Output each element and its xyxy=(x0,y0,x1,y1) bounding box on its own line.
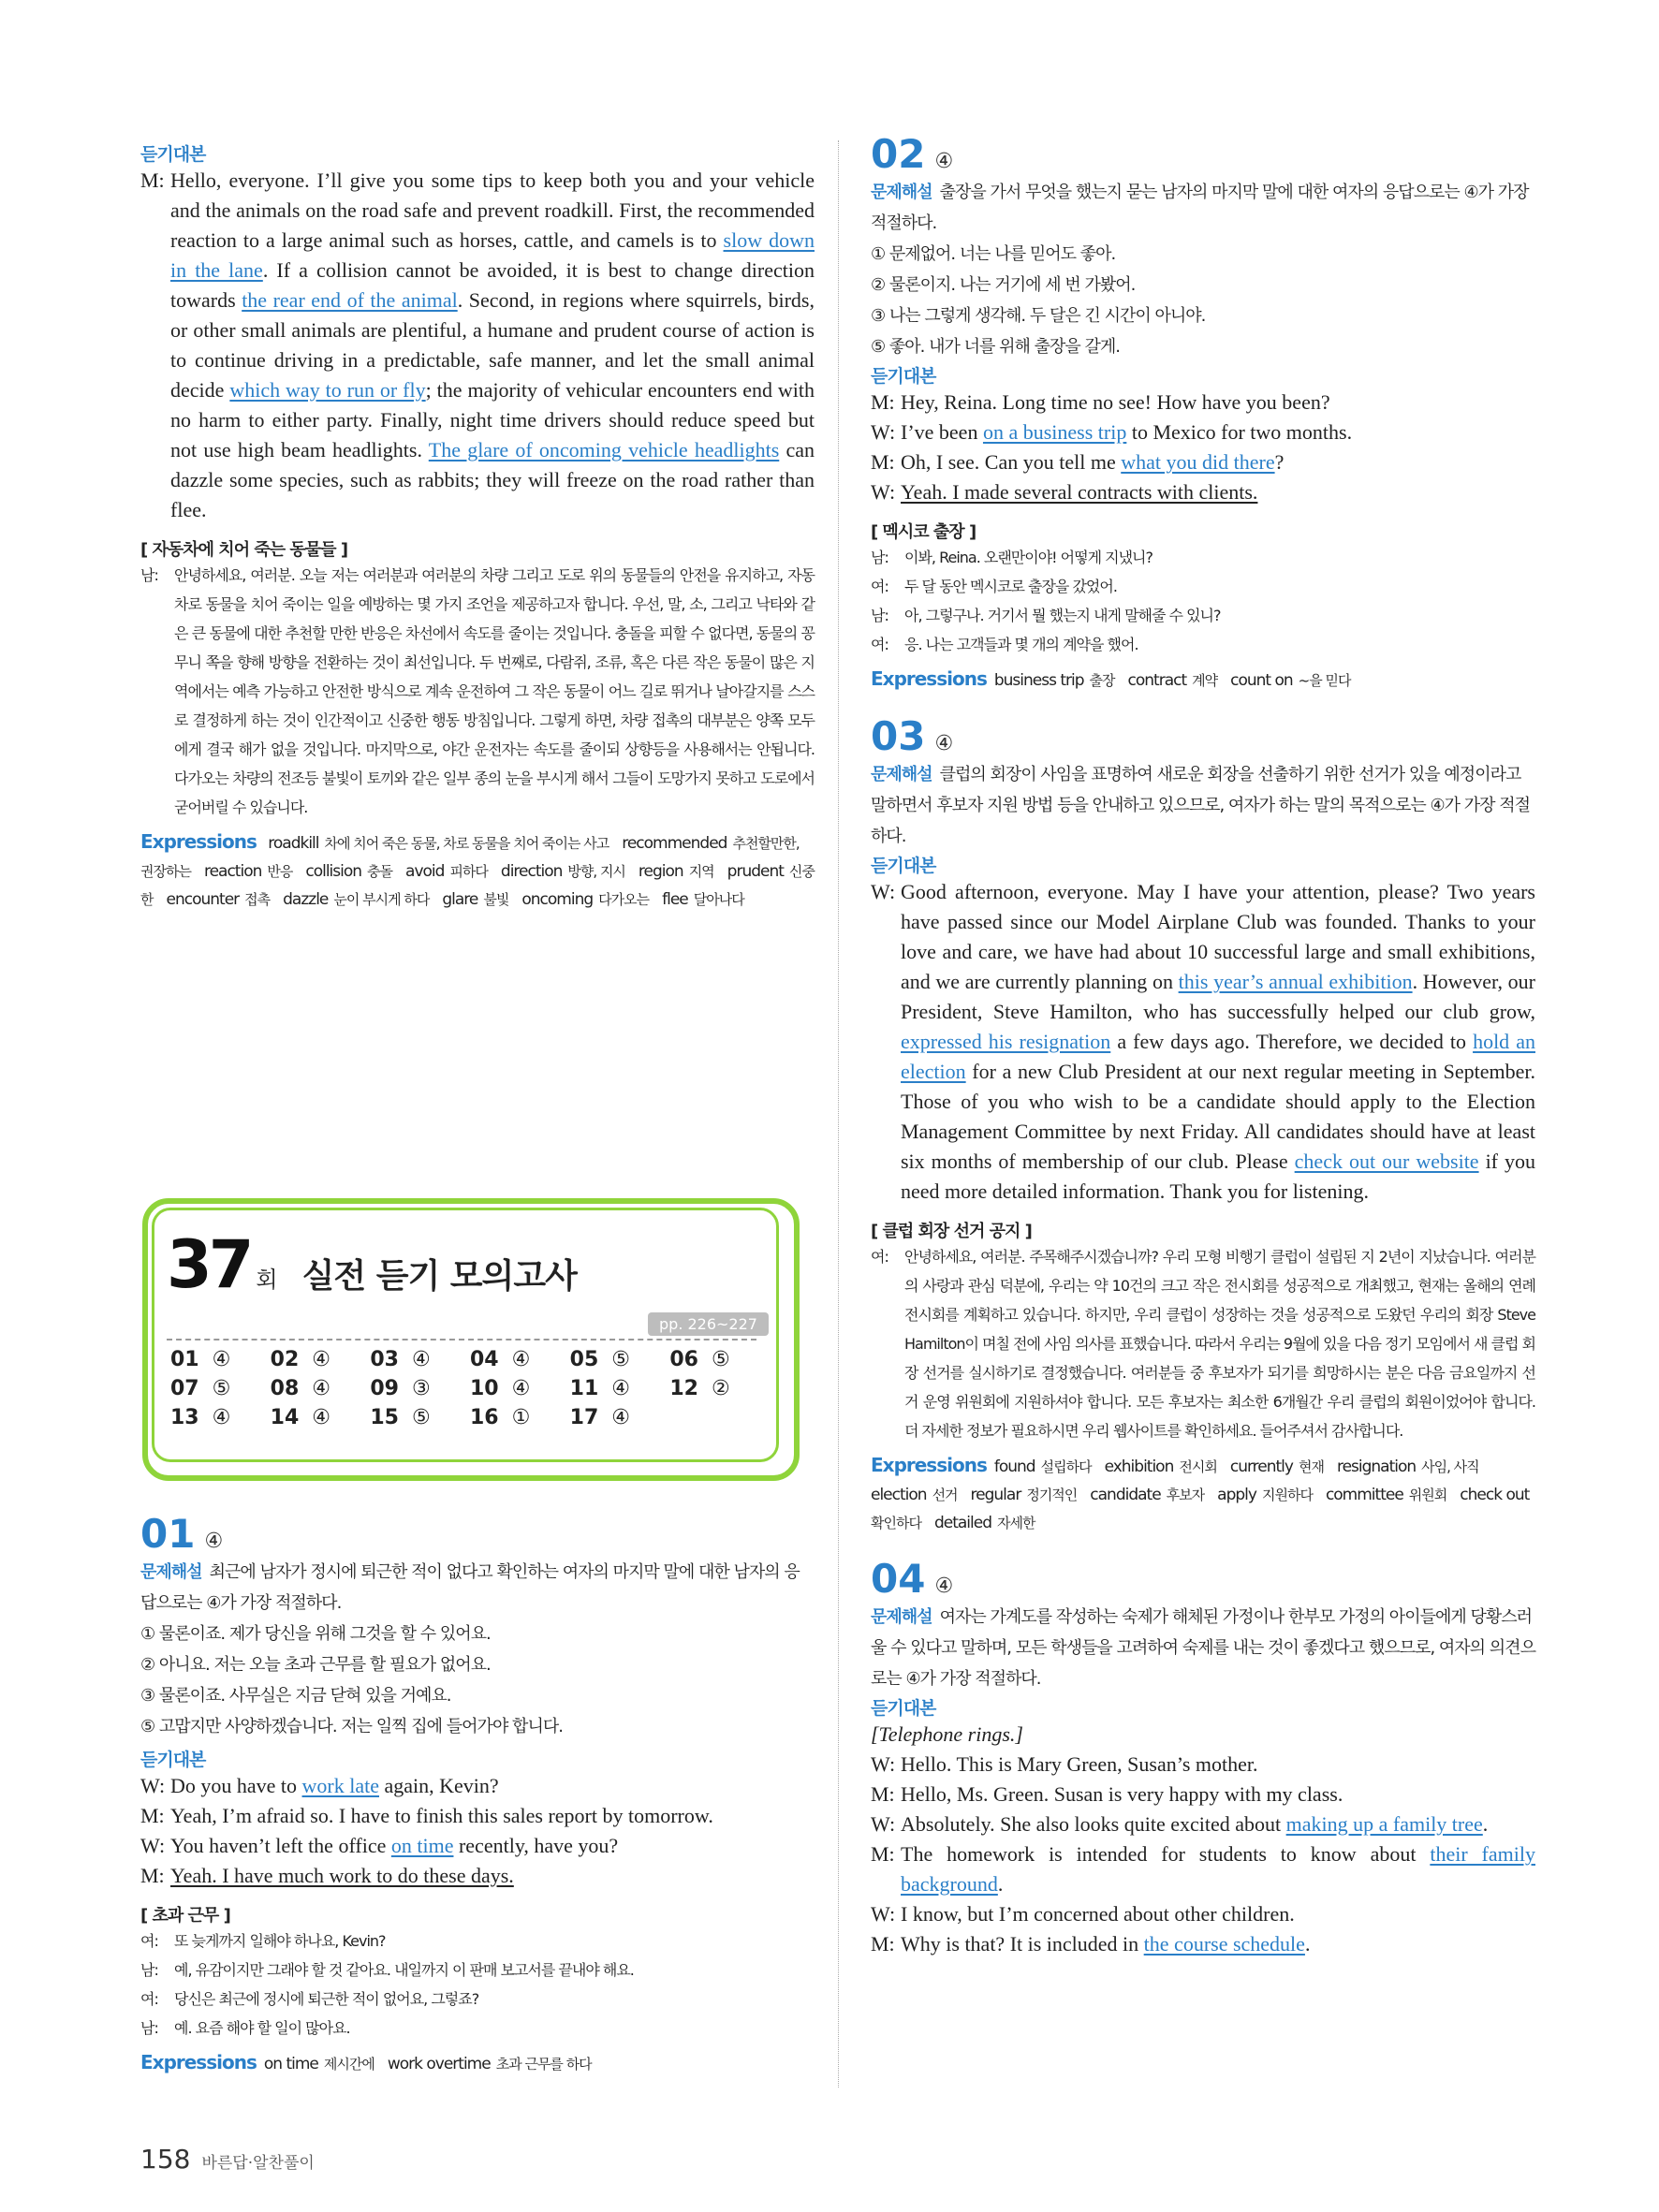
answer-cell xyxy=(170,1348,271,1371)
dialogue-line xyxy=(871,1839,1535,1899)
speaker: 남: xyxy=(140,1961,158,1979)
expression-meaning: 차에 치어 죽은 동물, 차로 동물을 치어 죽이는 사고 xyxy=(324,835,609,852)
speaker: 여: xyxy=(871,578,888,595)
expression-word: reaction xyxy=(203,862,262,881)
answer-underline: Yeah. I have much work to do these days. xyxy=(170,1864,514,1887)
answer-number: 17 xyxy=(569,1406,599,1429)
line-text: 이봐, Reina. 오랜만이야! 어떻게 지냈니? xyxy=(904,549,1152,566)
expression-word: count on xyxy=(1230,671,1293,690)
speaker: W: xyxy=(140,1834,166,1857)
expression-word: recommended xyxy=(622,834,727,853)
translation-title: [ 자동차에 치어 죽는 동물들 ] xyxy=(140,540,348,560)
expression-meaning: 지원하다 xyxy=(1261,1487,1313,1503)
dialogue-line xyxy=(871,477,1535,507)
line-text: 당신은 최근에 정시에 퇴근한 적이 없어요, 그렇죠? xyxy=(174,1990,479,2008)
speaker: W: xyxy=(871,1752,896,1776)
expressions: Expressions roadkill 차에 치어 죽은 동물, 차로 동물을 치어 죽이는 사고 recommended 추천할만한, 권장하는 reaction 반응 collision 충돌 avoid 피하다 direction 방향, 지시 region 지역 prudent 신중한 encounter 접촉 dazzle 눈이 부시게 하다 glare 불빛 oncoming 다가오는 flee 달아나다 xyxy=(140,830,815,909)
expression-word: resignation xyxy=(1336,1458,1417,1476)
expression-word: exhibition xyxy=(1104,1458,1174,1476)
speaker: M: xyxy=(871,1842,895,1866)
answer-cell xyxy=(271,1348,371,1371)
speaker: 남: xyxy=(871,607,888,624)
speaker: 여: xyxy=(140,1932,158,1950)
expression-word: avoid xyxy=(405,862,445,881)
expression-meaning: 방향, 지시 xyxy=(567,863,625,880)
key-phrase: work late xyxy=(301,1774,379,1797)
expression-meaning: 지역 xyxy=(688,863,714,880)
translation-line xyxy=(871,543,1535,572)
answer-choice: ① xyxy=(511,1406,531,1429)
expression-word: candidate xyxy=(1090,1486,1161,1504)
expression-meaning: ~을 믿다 xyxy=(1298,672,1351,689)
key-phrase: making up a family tree xyxy=(1285,1812,1483,1836)
expression-word: currently xyxy=(1229,1458,1293,1476)
answer-number: 11 xyxy=(569,1377,599,1400)
key-phrase: on a business trip xyxy=(982,420,1127,444)
line-text: Hey, Reina. Long time no see! How have you been? xyxy=(901,390,1330,414)
expression-word: direction xyxy=(500,862,563,881)
line-text: Why is that? It is included in the course schedule. xyxy=(901,1932,1311,1956)
question-02: 02 ④ 문제해설 출장을 가서 무엇을 했는지 묻는 남자의 마지막 말에 대한 여자의 응답으로는 ④가 가장 적절하다. ① 문제없어. 너는 나를 믿어도 좋아. ② 물론이지. 나는 거기에 세 번 가봤어. ③ 나는 그렇게 생각해. 두 달은 긴 시간이 아니야. ⑤ 좋아. 내가 너를 위해 출장을 갈게. 듣기대본 M: Hey, Reina. Long time no see! How have you been? W: I’ve been on a business trip to Mexico for two months. M: Oh, I see. Can you tell me what you did there? W: Yeah. I made several contracts with clients. [ 멕시코 출장 ] 남: 이봐, Reina. 오랜만이야! 어떻게 지냈니? 여: 두 달 동안 멕시코로 출장을 갔었어. 남: 아, 그렇구나. 거기서 뭘 했는지 내게 말해줄 수 있니? 여: 응. 나는 고객들과 몇 개의 계약을 했어. Expressions business trip 출장 contract 계약 count on ~을 믿다 xyxy=(871,131,1535,695)
option: ③ 물론이죠. 사무실은 지금 닫혀 있을 거예요. xyxy=(140,1686,451,1706)
expression-meaning: 위원회 xyxy=(1408,1487,1447,1503)
translation-line xyxy=(871,572,1535,601)
line-text: Do you have to work late again, Kevin? xyxy=(170,1774,499,1797)
answer-cell xyxy=(570,1377,670,1400)
answer-choice: ⑤ xyxy=(611,1348,631,1371)
box-title: 37 회 실전 듣기 모의고사 xyxy=(167,1226,577,1303)
expression-word: collision xyxy=(305,862,362,881)
page-range: pp. 226~227 xyxy=(648,1312,769,1336)
answer-number: 10 xyxy=(469,1377,499,1400)
line-text: 두 달 동안 멕시코로 출장을 갔었어. xyxy=(904,578,1117,595)
dialogue-line xyxy=(140,1801,815,1831)
dialogue-line xyxy=(871,417,1535,447)
expression-word: business trip xyxy=(993,671,1084,690)
answer-cell xyxy=(470,1406,570,1429)
speaker: M: xyxy=(140,168,165,192)
option: ① 문제없어. 너는 나를 믿어도 좋아. xyxy=(871,244,1116,264)
box-dashed-line xyxy=(167,1339,756,1340)
expression-meaning: 달아나다 xyxy=(693,891,744,908)
answer-number: 02 xyxy=(270,1348,300,1371)
answer-choice: ④ xyxy=(312,1377,331,1400)
expression-meaning: 제시간에 xyxy=(323,2056,374,2073)
speaker: W: xyxy=(871,1902,896,1926)
dialogue-line xyxy=(871,1780,1535,1809)
page-footer xyxy=(140,2144,315,2175)
line-text: Absolutely. She also looks quite excited about making up a family tree. xyxy=(901,1812,1489,1836)
expression-meaning: 반응 xyxy=(267,863,293,880)
expression-meaning: 사임, 사직 xyxy=(1421,1458,1479,1475)
script-passage xyxy=(140,166,815,525)
translation: 남: 안녕하세요, 여러분. 오늘 저는 여러분과 여러분의 차량 그리고 도로 위의 동물들의 안전을 유지하고, 자동차로 동물을 치어 죽이는 일을 예방하는 몇 가지 조언을 제공하고자 합니다. 우선, 말, 소, 그리고 낙타와 같은 큰 동물에 대한 추천할 만한 반응은 차선에서 속도를 줄이는 것입니다. 충돌을 피할 수 없다면, 동물의 꽁무니 쪽을 향해 방향을 전환하는 것이 최선입니다. 두 번째로, 다람쥐, 조류, 혹은 다른 작은 동물이 많은 지역에서는 예측 가능하고 안전한 방식으로 계속 운전하여 그 작은 동물이 어느 길로 뛰거나 날아갈지를 스스로 결정하게 하는 것이 인간적이고 신중한 행동 방침입니다. 그렇게 하면, 차량 접촉의 대부분은 양쪽 모두에게 결국 해가 없을 것입니다. 마지막으로, 야간 운전자는 속도를 줄이되 상향등을 사용해서는 안됩니다. 다가오는 차량의 전조등 불빛이 토끼와 같은 일부 종의 눈을 부시게 해서 그들이 도망가지 못하고 도로에서 굳어버릴 수 있습니다. xyxy=(140,566,815,816)
answer-number: 03 xyxy=(370,1348,399,1371)
line-text: I’ve been on a business trip to Mexico for two months. xyxy=(901,420,1353,444)
line-text: The homework is intended for students to know about their family background. xyxy=(901,1842,1535,1896)
answer-number: 07 xyxy=(170,1377,199,1400)
answer-number: 06 xyxy=(669,1348,698,1371)
answer-choice: ④ xyxy=(511,1348,531,1371)
answer-cell xyxy=(669,1348,770,1371)
expression-meaning: 충돌 xyxy=(367,863,393,880)
speaker: M: xyxy=(871,1782,895,1806)
key-phrase: their family background xyxy=(901,1842,1535,1896)
speaker: W: xyxy=(871,480,896,504)
speaker: W: xyxy=(140,1774,166,1797)
speaker: W: xyxy=(871,1812,896,1836)
dialogue-line xyxy=(871,447,1535,477)
answer-number: 08 xyxy=(270,1377,300,1400)
expression-meaning: 계약 xyxy=(1192,672,1218,689)
answer-choice: ④ xyxy=(312,1348,331,1371)
expression-word: flee xyxy=(662,890,688,909)
page-number: 158 xyxy=(140,2144,191,2175)
answer-cell xyxy=(271,1377,371,1400)
speaker: M: xyxy=(871,1932,895,1956)
key-phrase: on time xyxy=(390,1834,454,1857)
answer-choice: ④ xyxy=(511,1377,531,1400)
option: ⑤ 고맙지만 사양하겠습니다. 저는 일찍 집에 들어가야 합니다. xyxy=(140,1717,563,1736)
translation-line xyxy=(140,1956,815,1985)
translation-line xyxy=(140,1985,815,2014)
expression-word: roadkill xyxy=(268,834,319,853)
dialogue-line xyxy=(140,1831,815,1861)
line-text: 응. 나는 고객들과 몇 개의 계약을 했어. xyxy=(904,636,1138,653)
expression-word: contract xyxy=(1127,671,1187,690)
answer-choice: ④ xyxy=(611,1377,631,1400)
line-text: 예, 유감이지만 그래야 할 것 같아요. 내일까지 이 판매 보고서를 끝내야 해요. xyxy=(174,1961,634,1979)
expression-word: election xyxy=(871,1486,927,1504)
expression-word: glare xyxy=(442,890,478,909)
question-04: 04 ④ 문제해설 여자는 가계도를 작성하는 숙제가 해체된 가정이나 한부모 가정의 아이들에게 당황스러울 수 있다고 말하며, 모든 학생들을 고려하여 숙제를 내는 것이 좋겠다고 했으므로, 여자의 의견으로는 ④가 가장 적절하다. 듣기대본 [Telephone rings.] W: Hello. This is Mary Green, Susan’s mother. M: Hello, Ms. Green. Susan is very happy with my class. W: Absolutely. She also looks quite excited about making up a family tree. M: The homework is intended for students to know about their family background. W: I know, but I’m concerned about other children. M: Why is that? It is included in the course schedule. xyxy=(871,1556,1535,1959)
answer-choice: ④ xyxy=(212,1348,231,1371)
answer-number: 09 xyxy=(370,1377,399,1400)
option: ② 아니요. 저는 오늘 초과 근무를 할 필요가 없어요. xyxy=(140,1655,491,1675)
answer-choice: ④ xyxy=(411,1348,431,1371)
dialogue-line xyxy=(871,1899,1535,1929)
answer-underline: Yeah. I made several contracts with clients. xyxy=(901,480,1258,504)
answer-number: 16 xyxy=(469,1406,499,1429)
dialogue-line xyxy=(871,1750,1535,1780)
answer-cell xyxy=(669,1377,770,1400)
answer-number: 01 xyxy=(170,1348,199,1371)
passage-text: Hello, everyone. I’ll give you some tips to keep both you and your vehicle and the animals on the road safe and prevent roadkill. First, the recommended reaction to a large animal such as horses, cattle, and camels is to slow down in the lane. If a collision cannot be avoided, it is best to change direction towards the rear end of the animal. Second, in regions where squirrels, birds, or other small animals are plentiful, a humane and prudent course of action is to continue driving in a predictable, safe manner, and let the small animal decide which way to run or fly; the majority of vehicular encounters end with no harm to either party. Finally, night time drivers should reduce speed but not use high beam headlights. The glare of oncoming vehicle headlights can dazzle some species, such as rabbits; they will freeze on the road rather than flee. xyxy=(170,168,815,521)
expression-word: encounter xyxy=(166,890,240,909)
line-text: Hello. This is Mary Green, Susan’s mother. xyxy=(901,1752,1258,1776)
answer-grid xyxy=(170,1348,770,1429)
option: ① 물론이죠. 제가 당신을 위해 그것을 할 수 있어요. xyxy=(140,1624,491,1644)
expression-word: on time xyxy=(263,2055,318,2073)
expression-meaning: 접촉 xyxy=(244,891,271,908)
answer-choice: ⑤ xyxy=(212,1377,231,1400)
answer-cell xyxy=(470,1377,570,1400)
line-text: 또 늦게까지 일해야 하나요, Kevin? xyxy=(174,1932,386,1950)
left-column xyxy=(140,140,815,914)
answer-choice: ⑤ xyxy=(411,1406,431,1429)
answer-key-box xyxy=(142,1198,798,1479)
speaker: M: xyxy=(140,1864,165,1887)
script-label: 듣기대본 xyxy=(140,144,206,165)
line-text: You haven’t left the office on time recently, have you? xyxy=(170,1834,619,1857)
speaker: M: xyxy=(871,390,895,414)
speaker: W: xyxy=(871,420,896,444)
speaker: M: xyxy=(140,1804,165,1827)
answer-number: 04 xyxy=(469,1348,499,1371)
answer-cell xyxy=(470,1348,570,1371)
question-03: 03 ④ 문제해설 클럽의 회장이 사임을 표명하여 새로운 회장을 선출하기 위한 선거가 있을 예정이라고 말하면서 후보자 지원 방법 등을 안내하고 있으므로, 여자가 하는 말의 목적으로는 ④가 가장 적절하다. 듣기대본 W: Good afternoon, everyone. May I have your attention, please? Two years have passed since our Model Airplane Club was founded. Thanks to your love and care, we have had about 10 successful large and small exhibitions, and we are currently planning on this year’s annual exhibition. However, our President, Steve Hamilton, who has successfully helped our club grow, expressed his resignation a few days ago. Therefore, we decided to hold an election for a new Club President at our next regular meeting in September. Those of you who wish to be a candidate should apply to the Election Management Committee by next Friday. All candidates should have at least six months of membership of our club. Please check out our website if you need more detailed information. Thank you for listening. [ 클럽 회장 선거 공지 ] 여: 안녕하세요, 여러분. 주목해주시겠습니까? 우리 모형 비행기 클럽이 설립된 지 2년이 지났습니다. 여러분의 사랑과 관심 덕분에, 우리는 약 10건의 크고 작은 전시회를 성공적으로 개최했고, 현재는 올해의 연례 전시회를 계획하고 있습니다. 하지만, 우리 클럽이 성장하는 것을 성공적으로 도왔던 우리의 회장 Steve Hamilton이 며칠 전에 사임 의사를 표했습니다. 따라서 우리는 9월에 있을 다음 정기 모임에서 새 클럽 회장 선거를 실시하기로 결정했습니다. 여러분들 중 후보자가 되기를 희망하시는 분은 다음 금요일까지 선거 운영 위원회에 지원하셔야 합니다. 모든 후보자는 최소한 6개월간 우리 클럽의 회원이었어야 합니다. 더 자세한 정보가 필요하시면 우리 웹사이트를 확인하세요. 들어주셔서 감사합니다. Expressions found 설립하다 exhibition 전시회 currently 현재 resignation 사임, 사직election 선거 regular 정기적인 candidate 후보자 apply 지원하다 committee 위원회 check out확인하다 detailed 자세한 xyxy=(871,713,1535,1532)
expression-word: oncoming xyxy=(521,890,594,909)
expression-meaning: 자세한 xyxy=(997,1515,1035,1531)
expression-meaning: 다가오는 xyxy=(598,891,650,908)
line-text: 아, 그렇구나. 거기서 뭘 했는지 내게 말해줄 수 있니? xyxy=(904,607,1221,624)
answer-choice: ④ xyxy=(312,1406,331,1429)
translation-line xyxy=(871,601,1535,630)
speaker: 남: xyxy=(871,549,888,566)
translation-line xyxy=(140,2014,815,2043)
expression-word: work overtime xyxy=(387,2055,491,2073)
expression-meaning: 전시회 xyxy=(1179,1458,1217,1475)
dialogue-line xyxy=(140,1771,815,1801)
answer-cell xyxy=(570,1348,670,1371)
expression-word: committee xyxy=(1325,1486,1403,1504)
right-column xyxy=(871,131,1535,1959)
translation-line xyxy=(871,630,1535,659)
speaker: 여: xyxy=(140,1990,158,2008)
key-phrase: the course schedule xyxy=(1143,1932,1305,1956)
speaker: 여: xyxy=(871,636,888,653)
expression-meaning: 피하다 xyxy=(449,863,488,880)
line-text xyxy=(170,1861,815,1891)
answer-choice: ③ xyxy=(411,1377,431,1400)
expression-word: prudent xyxy=(727,862,784,881)
expression-meaning: 출장 xyxy=(1089,672,1115,689)
option: ⑤ 좋아. 내가 너를 위해 출장을 갈게. xyxy=(871,337,1120,357)
expression-meaning: 신중한 xyxy=(140,863,815,908)
expression-word: region xyxy=(638,862,683,881)
expression-meaning: 초과 근무를 하다 xyxy=(495,2056,592,2073)
expression-word: dazzle xyxy=(283,890,329,909)
answer-number: 05 xyxy=(569,1348,599,1371)
column-divider xyxy=(838,140,839,2087)
dialogue-line xyxy=(871,388,1535,417)
answer-number: 12 xyxy=(669,1377,698,1400)
answer-choice: ② xyxy=(711,1377,730,1400)
answer-choice: ⑤ xyxy=(711,1348,730,1371)
dialogue-line xyxy=(871,1809,1535,1839)
dialogue-line xyxy=(871,1929,1535,1959)
translation-line xyxy=(140,1926,815,1956)
answer-choice: ④ xyxy=(611,1406,631,1429)
expression-meaning: 추천할만한, 권장하는 xyxy=(140,835,800,880)
expression-meaning: 선거 xyxy=(932,1487,958,1503)
expression-word: regular xyxy=(970,1486,1021,1504)
answer-cell xyxy=(370,1406,470,1429)
expression-meaning: 정기적인 xyxy=(1026,1487,1078,1503)
expression-word: found xyxy=(993,1458,1035,1476)
answer-cell xyxy=(170,1377,271,1400)
answer-number: 14 xyxy=(270,1406,300,1429)
expression-meaning: 눈이 부시게 하다 xyxy=(333,891,430,908)
key-phrase: what you did there xyxy=(1121,450,1275,474)
speaker: M: xyxy=(871,450,895,474)
line-text xyxy=(901,477,1535,507)
question-01: 01 ④ 문제해설 최근에 남자가 정시에 퇴근한 적이 없다고 확인하는 여자의 마지막 말에 대한 남자의 응답으로는 ④가 가장 적절하다. ① 물론이죠. 제가 당신을 위해 그것을 할 수 있어요. ② 아니요. 저는 오늘 초과 근무를 할 필요가 없어요. ③ 물론이죠. 사무실은 지금 닫혀 있을 거예요. ⑤ 고맙지만 사양하겠습니다. 저는 일찍 집에 들어가야 합니다. 듣기대본 W: Do you have to work late again, Kevin? M: Yeah, I’m afraid so. I have to finish this sales report by tomorrow. W: You haven’t left the office on time recently, have you? M: Yeah. I have much work to do these days. [ 초과 근무 ] 여: 또 늦게까지 일해야 하나요, Kevin? 남: 예, 유감이지만 그래야 할 것 같아요. 내일까지 이 판매 보고서를 끝내야 해요. 여: 당신은 최근에 정시에 퇴근한 적이 없어요, 그렇죠? 남: 예. 요즘 해야 할 일이 많아요. Expressions on time 제시간에 work overtime 초과 근무를 하다 xyxy=(140,1498,815,2078)
expression-meaning: 설립하다 xyxy=(1040,1458,1092,1475)
answer-choice: ④ xyxy=(212,1406,231,1429)
book-title: 바른답·알찬풀이 xyxy=(201,2154,315,2173)
line-text: I know, but I’m concerned about other children. xyxy=(901,1902,1295,1926)
expression-meaning: 현재 xyxy=(1298,1458,1324,1475)
expression-meaning: 불빛 xyxy=(483,891,509,908)
line-text: Yeah, I’m afraid so. I have to finish this sales report by tomorrow. xyxy=(170,1804,713,1827)
expression-word: apply xyxy=(1217,1486,1256,1504)
expression-word: detailed xyxy=(933,1514,991,1532)
option: ③ 나는 그렇게 생각해. 두 달은 긴 시간이 아니야. xyxy=(871,306,1206,326)
answer-number: 13 xyxy=(170,1406,199,1429)
answer-cell xyxy=(570,1406,670,1429)
line-text: Hello, Ms. Green. Susan is very happy with my class. xyxy=(901,1782,1343,1806)
answer-cell xyxy=(370,1348,470,1371)
answer-cell xyxy=(370,1377,470,1400)
expression-meaning: 후보자 xyxy=(1166,1487,1205,1503)
answer-number: 15 xyxy=(370,1406,399,1429)
expression-word: check out xyxy=(1460,1486,1530,1504)
answer-cell xyxy=(170,1406,271,1429)
expression-meaning: 확인하다 xyxy=(871,1515,921,1531)
dialogue-line xyxy=(140,1861,815,1891)
line-text: Oh, I see. Can you tell me what you did there? xyxy=(901,450,1285,474)
speaker: 남: xyxy=(140,2019,158,2037)
option: ② 물론이지. 나는 거기에 세 번 가봤어. xyxy=(871,275,1136,295)
answer-cell xyxy=(271,1406,371,1429)
line-text: 예. 요즘 해야 할 일이 많아요. xyxy=(174,2019,350,2037)
